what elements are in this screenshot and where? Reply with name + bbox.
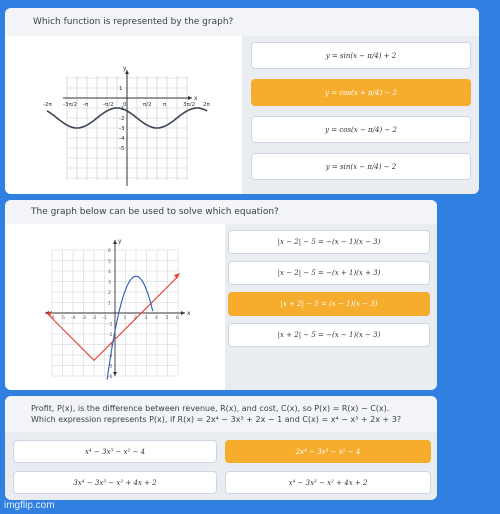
- x-tick-label: 2: [134, 316, 137, 321]
- y-axis-label: y: [123, 65, 127, 72]
- question-3-prompt-line-2: Which expression represents P(x), if R(x) = 2x⁴ − 3x³ + 2x − 1 and C(x) = x⁴ − x³ + 2x + 3?: [31, 415, 402, 424]
- q2-option-1[interactable]: |x − 2| − 5 = −(x − 1)(x − 3): [228, 230, 430, 254]
- q1-option-2[interactable]: y = cos(x + π/4) − 2: [251, 79, 471, 106]
- y-tick-label: 1: [108, 301, 111, 307]
- q2-option-3[interactable]: |x + 2| − 5 = (x − 1)(x − 3): [228, 292, 430, 316]
- y-tick-label: 4: [108, 270, 111, 275]
- x-tick-label: π: [163, 102, 167, 108]
- y-tick-label: -6: [108, 375, 113, 380]
- y-tick-label: -1: [119, 106, 125, 112]
- watermark: imgflip.com: [4, 500, 55, 511]
- x-tick-label: -π/2: [103, 102, 114, 108]
- q2-option-4[interactable]: |x + 2| − 5 = −(x − 1)(x − 3): [228, 323, 430, 347]
- q3-option-2[interactable]: 2x⁴ − 3x³ − x² − 4: [225, 440, 431, 463]
- x-tick-label: 0: [123, 102, 127, 108]
- x-tick-label: 3: [144, 316, 148, 321]
- x-tick-label: 5: [165, 316, 169, 321]
- question-1-graph: [5, 36, 242, 194]
- y-tick-label: 2: [108, 291, 111, 296]
- question-card-3: [5, 396, 437, 500]
- question-card-1: [5, 8, 479, 194]
- q3-option-3[interactable]: 3x⁴ − 3x³ − x² + 4x + 2: [13, 471, 217, 494]
- question-2-graph: [5, 224, 225, 390]
- y-tick-label: -3: [119, 126, 125, 132]
- q1-option-1[interactable]: y = sin(x − π/4) + 2: [251, 42, 471, 69]
- y-axis-label: y: [118, 238, 122, 245]
- x-tick-label: π/2: [143, 102, 152, 108]
- x-axis-label: x: [194, 95, 198, 102]
- y-tick-label: 5: [108, 259, 111, 265]
- y-tick-label: 3: [108, 280, 111, 286]
- y-tick-label: -4: [108, 354, 113, 359]
- y-tick-label: -5: [108, 364, 113, 370]
- question-1-prompt: Which function is represented by the graph?: [5, 8, 479, 36]
- y-tick-label: -5: [119, 146, 125, 152]
- sine-graph: [5, 36, 242, 194]
- y-tick-label: -2: [108, 333, 113, 338]
- q2-option-2[interactable]: |x − 2| − 5 = −(x + 1)(x + 3): [228, 261, 430, 285]
- question-2-prompt: The graph below can be used to solve which equation?: [5, 200, 437, 224]
- question-3-prompt: [5, 396, 437, 432]
- y-tick-label: -1: [108, 322, 113, 328]
- x-tick-label: -2: [92, 316, 97, 321]
- y-tick-label: 1: [119, 86, 123, 92]
- y-tick-label: -2: [119, 116, 125, 122]
- q1-option-3[interactable]: y = cos(x − π/4) − 2: [251, 116, 471, 143]
- parabola: [107, 276, 153, 379]
- x-tick-label: 1: [123, 316, 127, 321]
- y-tick-label: -3: [108, 343, 113, 349]
- x-tick-label: 6: [176, 316, 179, 321]
- y-tick-label: -4: [119, 136, 125, 142]
- x-tick-label: 2π: [203, 102, 210, 108]
- y-tick-label: 6: [108, 249, 111, 254]
- question-3-prompt-line-1: Profit, P(x), is the difference between revenue, R(x), and cost, C(x), so P(x) = R(x) − C(x).: [31, 404, 390, 413]
- x-axis-label: x: [187, 310, 191, 317]
- x-tick-label: -1: [102, 316, 107, 321]
- x-tick-label: -3: [81, 316, 86, 321]
- x-tick-label: -3π/2: [63, 102, 78, 108]
- x-tick-label: -π: [83, 102, 89, 108]
- x-tick-label: -6: [50, 316, 55, 321]
- x-tick-label: 3π/2: [183, 102, 196, 108]
- question-card-2: [5, 200, 437, 390]
- q3-option-1[interactable]: x⁴ − 3x³ − x² − 4: [13, 440, 217, 463]
- q3-option-4[interactable]: x⁴ − 3x³ − x² + 4x + 2: [225, 471, 431, 494]
- x-tick-label: -4: [71, 316, 76, 321]
- x-tick-label: 4: [155, 316, 158, 321]
- q1-option-4[interactable]: y = sin(x − π/4) − 2: [251, 153, 471, 180]
- x-tick-label: -2π: [43, 102, 52, 108]
- absolute-quadratic-graph: [5, 224, 225, 390]
- x-tick-label: -5: [60, 316, 65, 321]
